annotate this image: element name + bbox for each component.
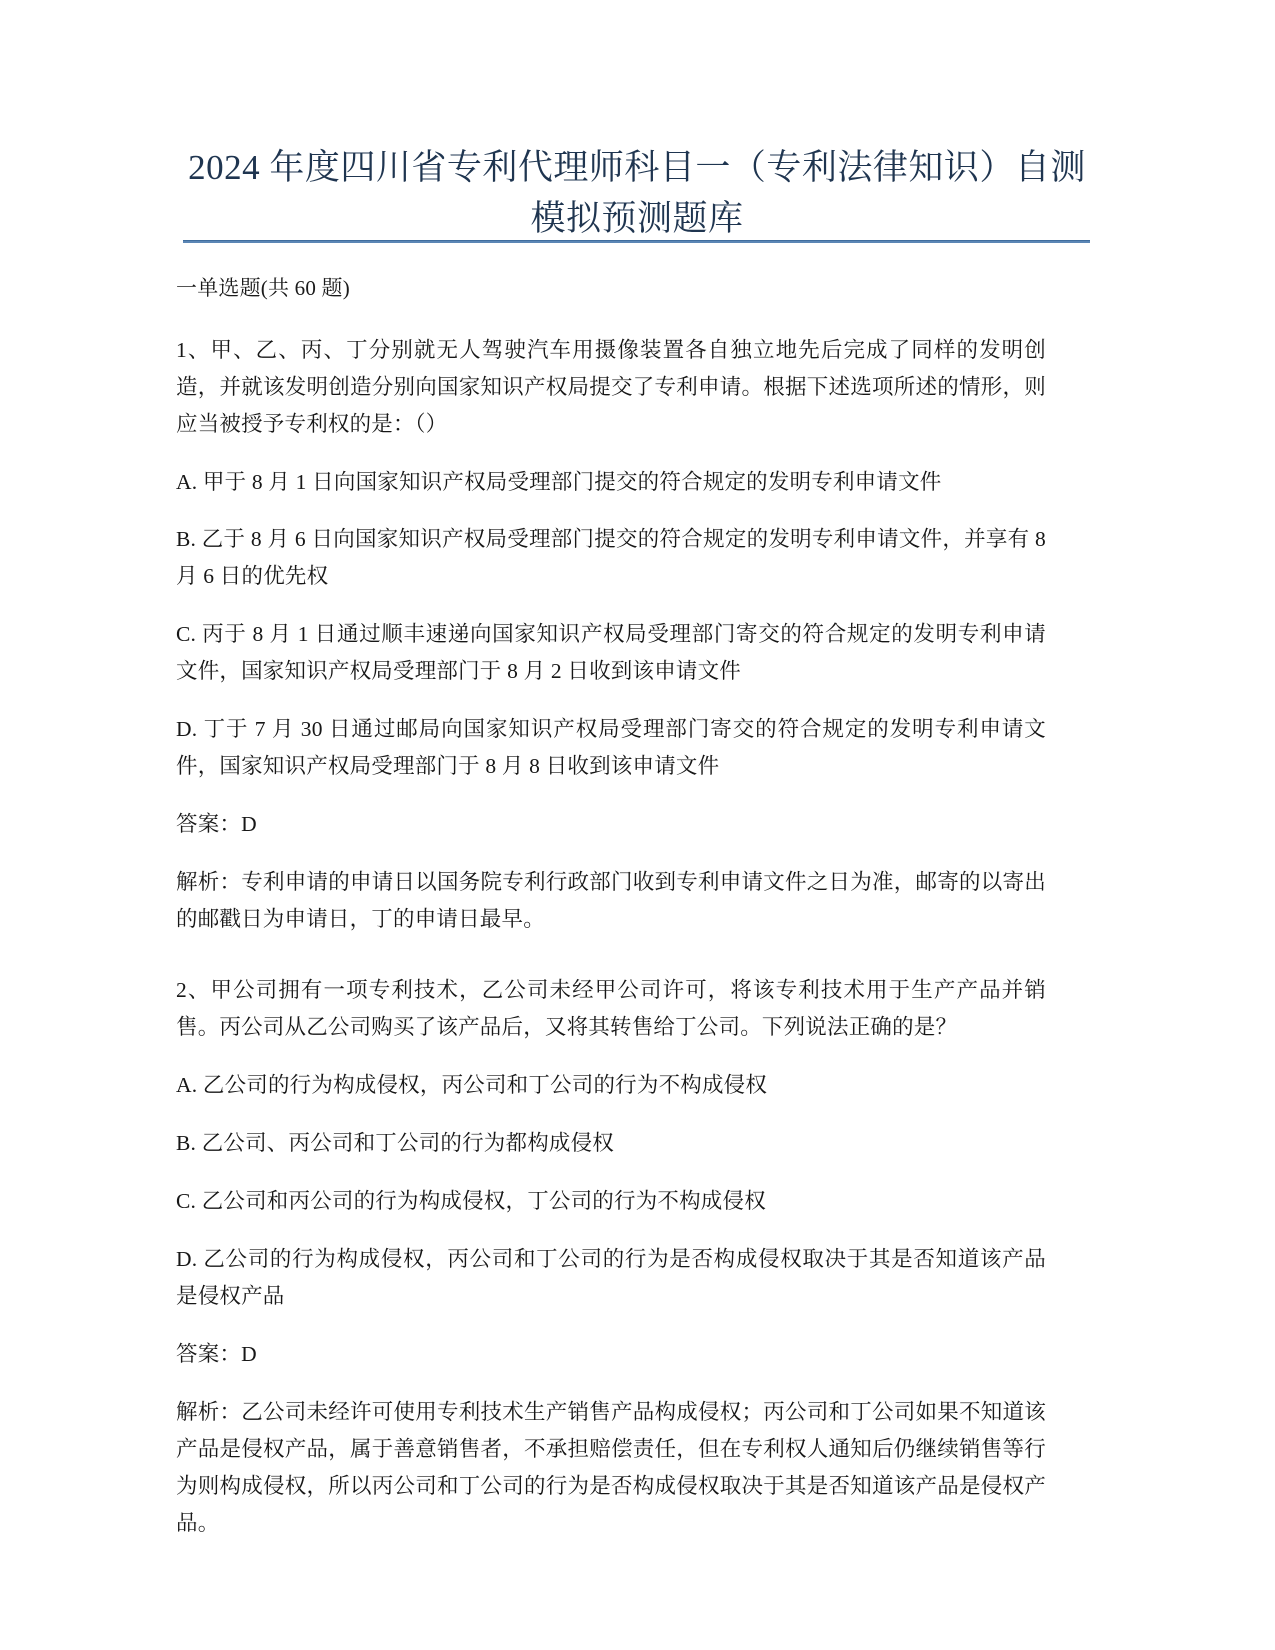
document-body bbox=[176, 272, 1046, 1542]
question-option-c[interactable]: C. 乙公司和丙公司的行为构成侵权，丁公司的行为不构成侵权 bbox=[176, 1189, 766, 1214]
section-heading: 一单选题(共 60 题) bbox=[176, 276, 350, 300]
question-stem: 2、甲公司拥有一项专利技术，乙公司未经甲公司许可，将该专利技术用于生产产品并销售。丙公司从乙公司购买了该产品后，又将其转售给丁公司。下列说法正确的是？ bbox=[176, 978, 1046, 1040]
question-option-d[interactable]: D. 乙公司的行为构成侵权，丙公司和丁公司的行为是否构成侵权取决于其是否知道该产品是侵权产品 bbox=[176, 1247, 1046, 1308]
question-option-a[interactable]: A. 甲于 8 月 1 日向国家知识产权局受理部门提交的符合规定的发明专利申请文件 bbox=[176, 469, 942, 494]
title-divider bbox=[183, 240, 1090, 243]
question-answer: 答案：D bbox=[176, 812, 257, 837]
question-analysis: 解析：专利申请的申请日以国务院专利行政部门收到专利申请文件之日为准，邮寄的以寄出的邮戳日为申请日，丁的申请日最早。 bbox=[176, 870, 1046, 932]
question-option-d[interactable]: D. 丁于 7 月 30 日通过邮局向国家知识产权局受理部门寄交的符合规定的发明专利申请文件，国家知识产权局受理部门于 8 月 8 日收到该申请文件 bbox=[176, 717, 1046, 779]
question-option-b[interactable]: B. 乙公司、丙公司和丁公司的行为都构成侵权 bbox=[176, 1131, 614, 1156]
question-analysis: 解析：乙公司未经许可使用专利技术生产销售产品构成侵权；丙公司和丁公司如果不知道该产品是侵权产品，属于善意销售者，不承担赔偿责任，但在专利权人通知后仍继续销售等行为则构成侵权，所以丙公司和丁公司的行为是否构成侵权取决于其是否知道该产品是侵权产品。 bbox=[176, 1399, 1046, 1535]
page-title: 2024 年度四川省专利代理师科目一（专利法律知识）自测模拟预测题库 bbox=[188, 148, 1086, 238]
question-block bbox=[176, 972, 1046, 1542]
question-answer: 答案：D bbox=[176, 1341, 257, 1366]
question-option-c[interactable]: C. 丙于 8 月 1 日通过顺丰速递向国家知识产权局受理部门寄交的符合规定的发明专利申请文件，国家知识产权局受理部门于 8 月 2 日收到该申请文件 bbox=[176, 622, 1046, 684]
question-block bbox=[176, 332, 1046, 939]
question-option-b[interactable]: B. 乙于 8 月 6 日向国家知识产权局受理部门提交的符合规定的发明专利申请文件，并享有 8 月 6 日的优先权 bbox=[176, 527, 1046, 589]
question-stem: 1、甲、乙、丙、丁分别就无人驾驶汽车用摄像装置各自独立地先后完成了同样的发明创造，并就该发明创造分别向国家知识产权局提交了专利申请。根据下述选项所述的情形，则应当被授予专利权的是：（） bbox=[176, 337, 1046, 436]
question-option-a[interactable]: A. 乙公司的行为构成侵权，丙公司和丁公司的行为不构成侵权 bbox=[176, 1073, 768, 1098]
